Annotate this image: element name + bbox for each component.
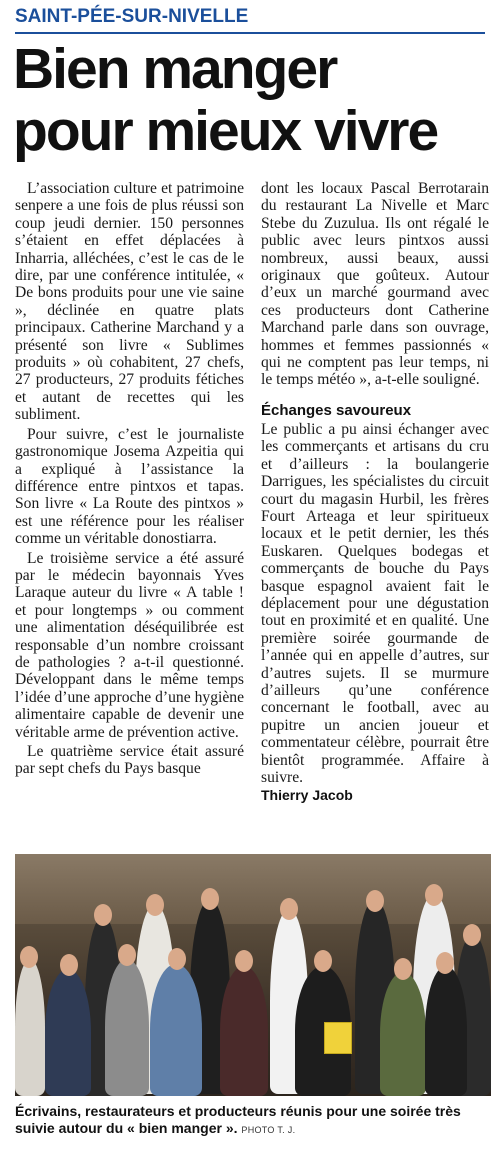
person-head xyxy=(235,950,253,972)
person-head xyxy=(118,944,136,966)
book-held xyxy=(324,1022,352,1054)
paragraph-3: Le troisième service a été assuré par le médecin bayonnais Yves Laraque auteur du livre « A table ! et pour longtemps » ou comment une alimentation déséquilibrée est responsable d’un nombre croissant de pathologies ? a-t-il questionné. Développant dans le même temps l’idée d’une approche d’une hygiène alimentaire capable de devenir une véritable arme de prévention active. xyxy=(15,549,244,741)
person-figure xyxy=(150,964,202,1096)
paragraph-1: L’association culture et patrimoine senpere a une fois de plus réussi son coup jeudi dernier. 150 personnes s’étaient en effet déplacées à Inharria, alléchées, c’est le cas de le dire, par une conférence intitulée, « De bons produits pour une vie saine », déclinée en quatre plats principaux. Catherine Marchand y a présenté son livre « Sublimes produits » où cohabitent, 27 chefs, 27 producteurs, 27 produits fétiches et autant de recettes qui les subliment. xyxy=(15,180,244,424)
section-subhead: Échanges savoureux xyxy=(261,401,412,419)
paragraph-2: Pour suivre, c’est le journaliste gastronomique Josema Azpeitia qui a expliqué à l’assistance la différence entre pintxos et tapas. Son livre « La Route des pintxos » est une référence pour les réaliser comme un véritable donostiarra. xyxy=(15,425,244,548)
person-head xyxy=(20,946,38,968)
person-head xyxy=(94,904,112,926)
person-head xyxy=(436,952,454,974)
person-figure xyxy=(425,966,467,1096)
person-head xyxy=(280,898,298,920)
paragraph-body: Le public a pu ainsi échanger avec les commerçants et artisans du cru et d’ailleurs : la boulangerie Darrigues, les spécialistes du circuit court du magasin Hurbil, les frères Fourt Arteaga et leur spiritueux locaux et le petit dernier, les thés Euskaren. Quelques bodegas et commerçants de bouche du Pays basque espagnol avaient fait le déplacement pour une dégustation tout en proximité et en qualité. Une première soirée gourmande de l’année qui en appelle d’autres, sur d’autres sujets. Il se murmure d’ailleurs qu’une conférence concernant le football, avec au pupitre un ancien joueur et commentateur célèbre, pourrait être bientôt programmée. Affaire à suivre. xyxy=(261,420,489,786)
person-head xyxy=(201,888,219,910)
headline xyxy=(13,38,493,162)
person-head xyxy=(394,958,412,980)
paragraph-4: Le quatrième service était assuré par sept chefs du Pays basque xyxy=(15,743,244,778)
kicker-rule xyxy=(15,32,485,34)
person-head xyxy=(60,954,78,976)
location-kicker: SAINT-PÉE-SUR-NIVELLE xyxy=(15,6,249,27)
person-head xyxy=(146,894,164,916)
headline-line-2: pour mieux vivre xyxy=(13,99,438,163)
paragraph-continued: dont les locaux Pascal Berrotarain du restaurant La Nivelle et Marc Stebe du Zuzulua. Ils ont régalé le public avec leurs pintxos aussi nombreux, aussi beaux, aussi originaux que goûteux. Autour d’eux un marché gourmand avec ces producteurs dont Catherine Marchand parle dans son ouvrage, hommes et femmes passionnés « qui ne comptent pas leur temps, ni le temps météo », a-t-elle souligné. xyxy=(261,180,489,389)
person-figure xyxy=(380,972,426,1096)
group-photo xyxy=(15,854,491,1096)
headline-line-1: Bien manger xyxy=(13,37,337,101)
photo-caption xyxy=(15,1103,490,1139)
author-signature: Thierry Jacob xyxy=(261,787,353,804)
photo-background-wall xyxy=(15,854,491,924)
person-head xyxy=(425,884,443,906)
person-figure xyxy=(105,959,149,1096)
photo-credit: PHOTO T. J. xyxy=(241,1125,296,1135)
person-head xyxy=(168,948,186,970)
person-head xyxy=(314,950,332,972)
person-figure xyxy=(15,959,45,1096)
person-head xyxy=(366,890,384,912)
right-column xyxy=(261,180,489,804)
left-column xyxy=(15,180,244,778)
person-figure xyxy=(220,966,268,1096)
person-figure xyxy=(45,969,91,1096)
person-head xyxy=(463,924,481,946)
caption-text: Écrivains, restaurateurs et producteurs réunis pour une soirée très suivie autour du « bien manger ». xyxy=(15,1103,461,1136)
